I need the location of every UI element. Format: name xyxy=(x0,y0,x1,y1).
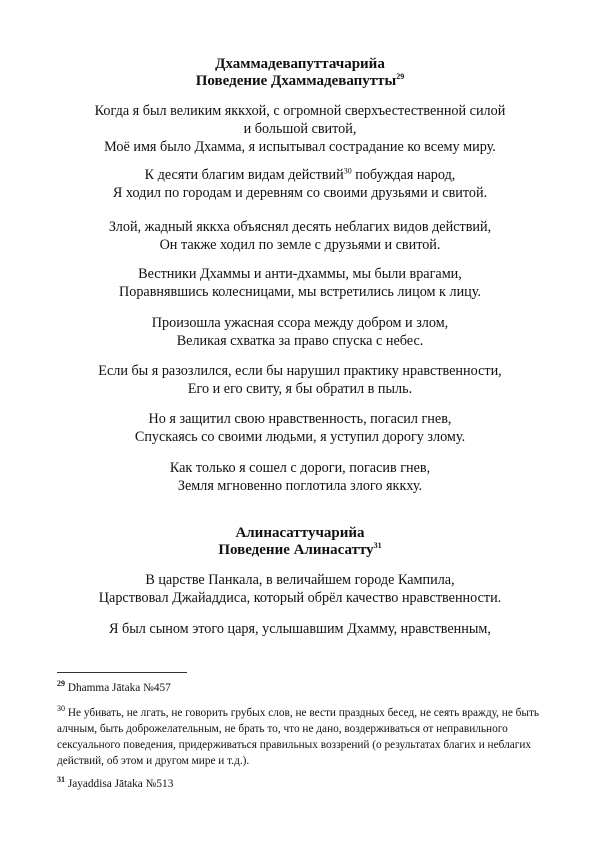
section1-subtitle: Поведение Дхаммадевапутты$^{29}$ xyxy=(195,72,405,89)
verse-line: К десяти благим видам действий$^{30}$ побуждая народ, xyxy=(144,166,456,183)
footnote-divider xyxy=(57,672,187,673)
verse-line: Злой, жадный яккха объяснял десять неблагих видов действий, xyxy=(108,219,492,235)
verse-line: Если бы я разозлился, если бы нарушил практику нравственности, xyxy=(98,363,502,379)
verse-line: Произошла ужасная ссора между добром и злом, xyxy=(151,315,449,331)
verse-line: Он также ходил по земле с друзьями и свитой. xyxy=(159,237,441,253)
footnote-ref-29[interactable]: 29 xyxy=(396,72,405,81)
stanza-6 xyxy=(0,362,600,398)
section2-stanza-2 xyxy=(0,620,600,638)
verse-line: Спускаясь со своими людьми, я уступил дорогу злому. xyxy=(134,429,466,445)
stanza-2 xyxy=(0,166,600,202)
footnote-number: 31 xyxy=(57,775,65,785)
stanza-8 xyxy=(0,459,600,495)
footnote-text: Dhamma Jātaka №457 xyxy=(67,682,171,694)
footnote-number: 29 xyxy=(57,679,65,689)
section2-title: Алинасаттучарийа xyxy=(235,525,365,541)
footnote-31 xyxy=(57,776,547,792)
section2-subtitle: Поведение Алинасатту$^{31}$ xyxy=(218,541,382,558)
verse-line: Моё имя было Дхамма, я испытывал сострадание ко всему миру. xyxy=(104,139,496,155)
verse-line: Его и его свиту, я бы обратил в пыль. xyxy=(187,381,413,397)
verse-line: и большой свитой, xyxy=(243,121,357,137)
footnote-number: 30 xyxy=(57,704,65,714)
footnote-text: Не убивать, не лгать, не говорить грубых слов, не вести праздных бесед, не сеять вражду, не быть алчным, быть доброжелательным, не брать то, что не дано, воздерживаться от неправильного сексуального поведения, придерживаться правильных воззрений (о результатах благих и неблагих действий, об этом и другом мире и т.д.). xyxy=(57,707,540,767)
verse-line: Как только я сошел с дороги, погасив гнев, xyxy=(169,460,431,476)
footnote-ref-30[interactable]: 30 xyxy=(343,166,352,176)
footnote-ref-31[interactable]: 31 xyxy=(373,541,382,550)
section1-title-block xyxy=(0,56,600,90)
section2-title-block xyxy=(0,525,600,559)
verse-line: Но я защитил свою нравственность, погасил гнев, xyxy=(148,411,452,427)
stanza-1 xyxy=(0,102,600,156)
stanza-5 xyxy=(0,314,600,350)
verse-line: Поравнявшись колесницами, мы встретились лицом к лицу. xyxy=(119,284,481,300)
verse-line: В царстве Панкала, в величайшем городе Кампила, xyxy=(145,572,455,588)
verse-line: Когда я был великим яккхой, с огромной сверхъестественной силой xyxy=(94,103,506,119)
verse-line: Царствовал Джайаддиса, который обрёл качество нравственности. xyxy=(98,590,502,606)
footnote-29 xyxy=(57,680,547,696)
section1-title: Дхаммадевапуттачарийа xyxy=(215,56,385,72)
footnote-text: Jayaddisa Jātaka №513 xyxy=(67,778,174,790)
verse-line: Я ходил по городам и деревням со своими друзьями и свитой. xyxy=(112,185,488,201)
section2-stanza-1 xyxy=(0,571,600,607)
verse-line: Вестники Дхаммы и анти-дхаммы, мы были врагами, xyxy=(138,266,462,282)
verse-line: Земля мгновенно поглотила злого яккху. xyxy=(177,478,423,494)
stanza-7 xyxy=(0,410,600,446)
verse-line: Я был сыном этого царя, услышавшим Дхамму, нравственным, xyxy=(109,621,491,637)
verse-line: Великая схватка за право спуска с небес. xyxy=(176,333,424,349)
footnote-30 xyxy=(57,705,547,769)
stanza-4 xyxy=(0,265,600,301)
stanza-3 xyxy=(0,218,600,254)
